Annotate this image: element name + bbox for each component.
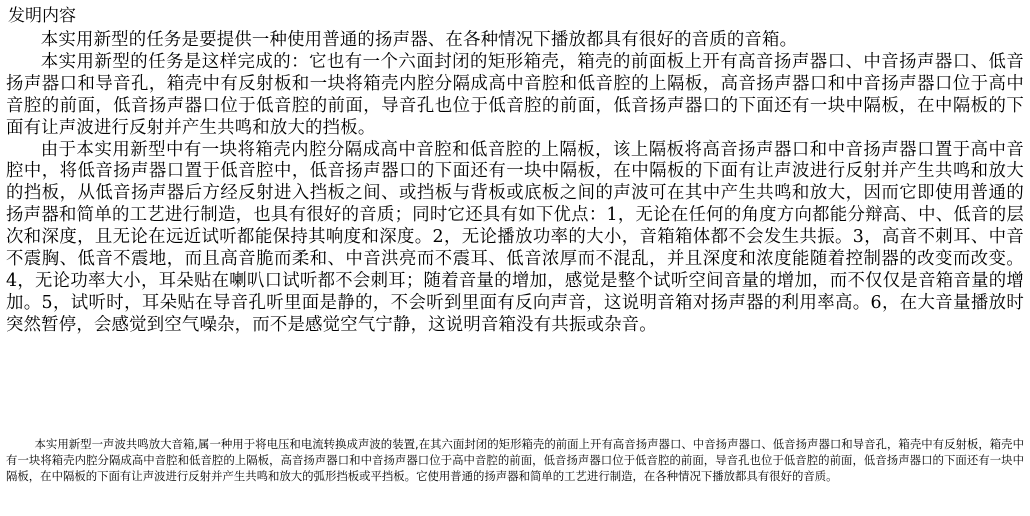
abstract-paragraph: 本实用新型一声波共鸣放大音箱,属一种用于将电压和电流转换成声波的装置,在其六面封闭的矩形箱壳的前面上开有高音扬声器口、中音扬声器口、低音扬声器口和导音孔，箱壳中有反射板，箱壳中有一块将箱壳内腔分隔成高中音腔和低音腔的上隔板，高音扬声器口和中音扬声器口位于高中音腔的前面，低音扬声器口位于低音腔的前面，导音孔也位于低音腔的前面，低音扬声器口的下面还有一块中隔板，在中隔板的下面有让声波进行反射并产生共鸣和放大的弧形挡板或平挡板。它使用普通的扬声器和简单的工艺进行制造，在各种情况下播放都具有很好的音质。	[6, 437, 1024, 483]
paragraph-solution: 本实用新型的任务是这样完成的：它也有一个六面封闭的矩形箱壳，箱壳的前面板上开有高音扬声器口、中音扬声器口、低音扬声器口和导音孔，箱壳中有反射板和一块将箱壳内腔分隔成高中音腔和低音腔的上隔板，高音扬声器口和中音扬声器口位于高中音腔的前面，低音扬声器口位于低音腔的前面，导音孔也位于低音腔的前面，低音扬声器口的下面还有一块中隔板，在中隔板的下面有让声波进行反射并产生共鸣和放大的挡板。	[6, 51, 1024, 138]
section-heading: 发明内容	[8, 6, 76, 26]
paragraph-task: 本实用新型的任务是要提供一种使用普通的扬声器、在各种情况下播放都具有很好的音质的音箱。	[40, 30, 798, 50]
paragraph-effects: 由于本实用新型中有一块将箱壳内腔分隔成高中音腔和低音腔的上隔板，该上隔板将高音扬声器口和中音扬声器口置于高中音腔中，将低音扬声器口置于低音腔中，低音扬声器口的下面还有一块中隔板，在中隔板的下面有让声波进行反射并产生共鸣和放大的挡板，从低音扬声器后方经反射进入挡板之间、或挡板与背板或底板之间的声波可在其中产生共鸣和放大，因而它即使用普通的扬声器和简单的工艺进行制造，也具有很好的音质；同时它还具有如下优点：1，无论在任何的角度方向都能分辩高、中、低音的层次和深度，且无论在远近试听都能保持其响度和深度。2，无论播放功率的大小，音箱箱体都不会发生共振。3，高音不刺耳、中音不震胸、低音不震地，而且高音脆而柔和、中音洪亮而不震耳、低音浓厚而不混乱，并且深度和浓度能随着控制器的改变而改变。4，无论功率大小，耳朵贴在喇叭口试听都不会刺耳；随着音量的增加，感觉是整个试听空间音量的增加，而不仅仅是音箱音量的增加。5，试听时，耳朵贴在导音孔听里面是静的，不会听到里面有反向声音，这说明音箱对扬声器的利用率高。6，在大音量播放时突然暂停，会感觉到空气噪杂，而不是感觉空气宁静，这说明音箱没有共振或杂音。	[6, 139, 1024, 335]
body-text	[6, 30, 1024, 337]
